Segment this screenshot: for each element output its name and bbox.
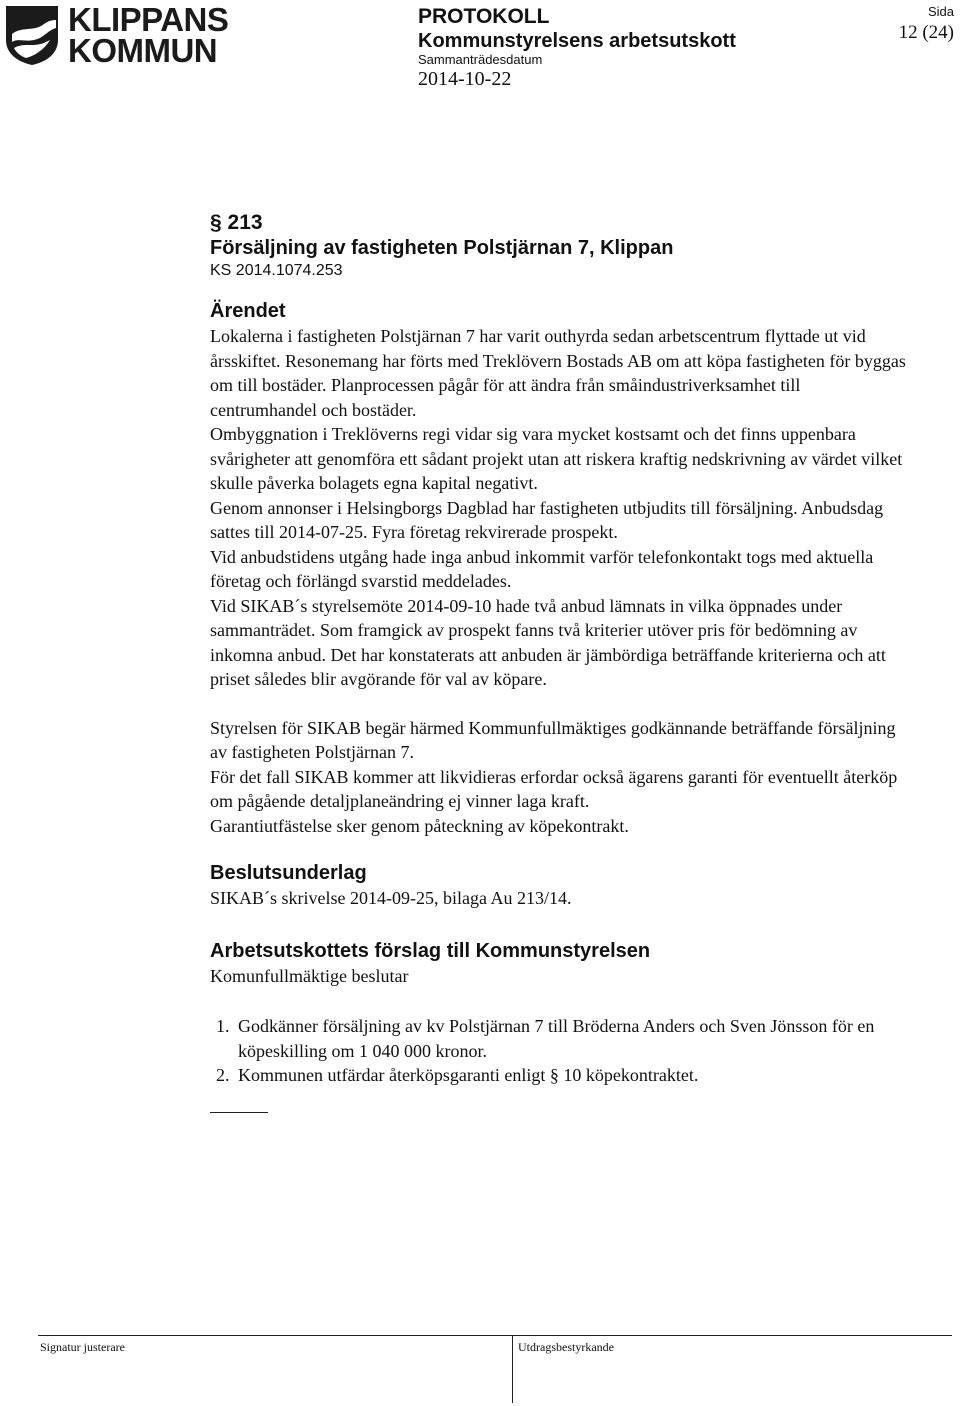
organ-name: Kommunstyrelsens arbetsutskott <box>418 30 736 52</box>
arendet-paragraph: För det fall SIKAB kommer att likvidieras erfordar också ägarens garanti för eventuellt återköp om pågående detaljplaneändring ej vinner laga kraft. <box>210 766 898 811</box>
arendet-paragraph: Garantiutfästelse sker genom påteckning av köpekontrakt. <box>210 815 629 836</box>
footer-rule <box>38 1335 952 1336</box>
signature-field-label: Signatur justerare <box>40 1340 125 1354</box>
klippans-kommun-logo <box>4 1 229 70</box>
arendet-paragraph: Vid anbudstidens utgång hade inga anbud inkommit varför telefonkontakt togs med aktuella företag och förlängd svarstid meddelades. <box>210 546 874 591</box>
decision-item: 2. Kommunen utfärdar återköpsgaranti enligt § 10 köpekontraktet. <box>234 1063 910 1088</box>
page-label: Sida <box>927 4 954 19</box>
logo-line-2: KOMMUN <box>68 32 218 69</box>
beslutsunderlag-heading: Beslutsunderlag <box>210 862 367 884</box>
protocol-section <box>210 210 910 1113</box>
decision-item: 1. Godkänner försäljning av kv Polstjärnan 7 till Bröderna Anders och Sven Jönsson för en köpeskilling om 1 040 000 kronor. <box>234 1014 910 1063</box>
case-number: KS 2014.1074.253 <box>210 262 343 279</box>
arendet-paragraph: Lokalerna i fastigheten Polstjärnan 7 har varit outhyrda sedan arbetscentrum flyttade ut vid årsskiftet. Resonemang har förts med Treklövern Bostads AB om att köpa fastigheten för byggas om till bostäder. Planprocessen pågår för att ändra från småindustriverksamhet till centrumhandel och bostäder. <box>210 326 906 420</box>
forslag-heading: Arbetsutskottets förslag till Kommunstyrelsen <box>210 939 651 962</box>
case-title: Försäljning av fastigheten Polstjärnan 7, Klippan <box>210 237 674 259</box>
forslag-intro: Komunfullmäktige beslutar <box>210 965 409 986</box>
page-number: 12 (24) <box>898 22 954 43</box>
meeting-date-label: Sammanträdesdatum <box>418 52 543 67</box>
end-rule <box>210 1112 268 1113</box>
arendet-paragraph: Styrelsen för SIKAB begär härmed Kommunfullmäktiges godkännande beträffande försäljning av fastigheten Polstjärnan 7. <box>210 717 896 762</box>
municipality-emblem-icon <box>4 4 60 66</box>
arendet-paragraph: Ombyggnation i Treklöverns regi vidar sig vara mycket kostsamt och det finns uppenbara svårigheter att genomföra ett sådant projekt utan att riskera kraftig nedskrivning av värdet vilket skulle påverka bolagets egna kapital negativt. <box>210 424 903 493</box>
paragraph-number: § 213 <box>210 211 263 234</box>
logo-wordmark <box>68 1 229 69</box>
arendet-paragraph: Genom annonser i Helsingborgs Dagblad har fastigheten utbjudits till försäljning. Anbudsdag sattes till 2014-07-25. Fyra företag rekvirerade prospekt. <box>210 497 884 542</box>
beslutsunderlag-text: SIKAB´s skrivelse 2014-09-25, bilaga Au 213/14. <box>210 888 572 908</box>
footer-divider <box>512 1335 513 1403</box>
logo-line-1: KLIPPANS <box>68 1 229 38</box>
meeting-date: 2014-10-22 <box>418 68 512 90</box>
decision-list <box>210 1014 910 1088</box>
arendet-paragraph: Vid SIKAB´s styrelsemöte 2014-09-10 hade två anbud lämnats in vilka öppnades under sammanträdet. Som framgick av prospekt fanns två kriterier utöver pris för bedömning av inkomna anbud. Det har konstaterats att anbuden är jämbördiga beträffande kriterierna och att priset således blir avgörande för val av köpare. <box>210 595 886 689</box>
arendet-heading: Ärendet <box>210 300 286 322</box>
document-type: PROTOKOLL <box>418 5 550 28</box>
extract-field-label: Utdragsbestyrkande <box>518 1340 614 1354</box>
